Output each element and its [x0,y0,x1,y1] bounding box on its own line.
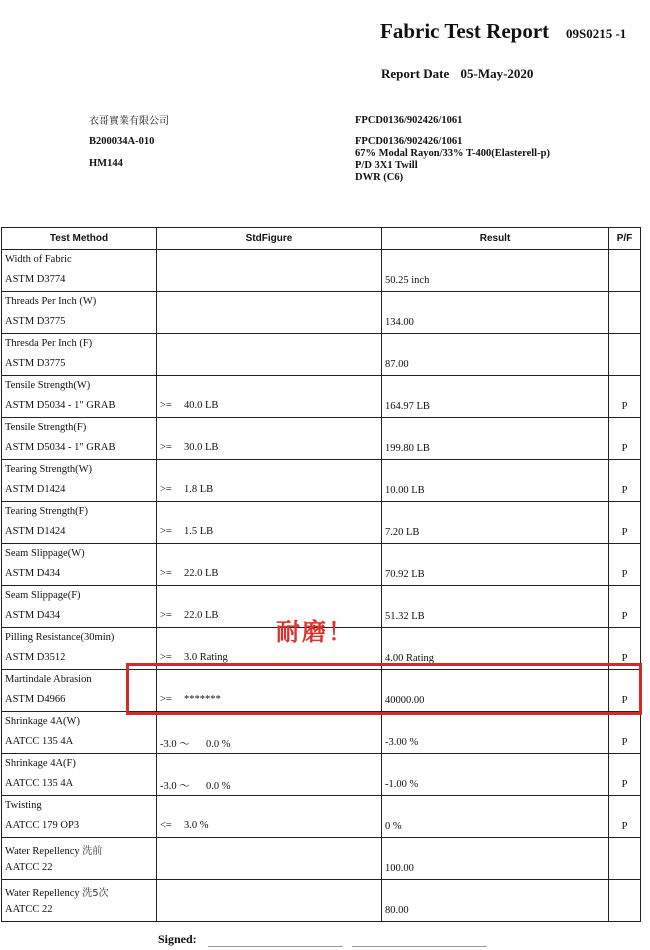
std-value: 22.0 LB [184,610,219,621]
result-cell [382,544,609,586]
result-value: 134.00 [385,317,414,328]
std-figure-cell [157,334,382,376]
result-value: 50.25 inch [385,275,430,286]
test-method-cell [2,418,157,460]
std-figure [160,358,184,369]
test-method-cell [2,544,157,586]
std-figure [160,820,209,831]
table-header-row [2,228,641,250]
std-operator: -3.0 ～ [160,781,190,792]
std-figure-cell [157,418,382,460]
test-ref-value: HM144 [89,158,123,169]
report-title: Fabric Test Report [380,19,550,43]
pf-cell [609,796,641,838]
table-row [2,460,641,502]
header-std-figure: StdFigure [157,228,382,250]
result-cell [382,880,609,922]
test-standard: ASTM D3774 [5,274,66,285]
test-name [5,632,114,643]
std-operator: <= [160,820,172,831]
result-value: 7.20 LB [385,527,420,538]
test-name [5,338,92,349]
test-name [5,758,76,769]
std-figure [160,400,218,411]
test-method-cell [2,502,157,544]
test-name-text: Threads Per Inch (W) [5,296,97,307]
std-figure [160,652,228,663]
test-name-text: Water Repellency [5,846,80,857]
test-name-text: Pilling Resistance(30min) [5,632,115,643]
test-name [5,380,90,391]
std-figure-cell [157,250,382,292]
std-value: 40.0 LB [184,400,219,411]
result-cell [382,250,609,292]
table-row [2,376,641,418]
table-row [2,502,641,544]
test-name-text: Shrinkage 4A(W) [5,716,80,727]
std-figure-cell [157,838,382,880]
pf-cell [609,880,641,922]
test-method-cell [2,292,157,334]
std-operator: >= [160,442,172,453]
test-method-cell [2,376,157,418]
test-method-cell [2,712,157,754]
test-name [5,464,92,475]
pf-cell [609,502,641,544]
header-result: Result [382,228,609,250]
description-line: FPCD0136/902426/1061 [355,136,463,147]
pf-value: P [621,737,628,748]
order-value: B200034A-010 [89,136,155,147]
std-figure [160,442,218,453]
pf-value: P [621,695,628,706]
test-name-text: Tensile Strength(W) [5,380,91,391]
result-cell [382,460,609,502]
test-name-note: 洗前 [82,846,103,857]
result-value: 4.00 Rating [385,653,434,664]
result-value: 87.00 [385,359,409,370]
signed-label: Signed: [158,932,197,946]
result-cell [382,334,609,376]
std-value: 1.5 LB [184,526,214,537]
report-date-label: Report Date [381,66,450,81]
result-value: 10.00 LB [385,485,425,496]
result-value: 164.97 LB [385,401,430,412]
test-name-text: Thresda Per Inch (F) [5,338,93,349]
test-name [5,716,80,727]
test-name-note: 洗5次 [82,888,109,899]
result-value: 51.32 LB [385,611,425,622]
result-value: 70.92 LB [385,569,425,580]
test-name [5,800,42,811]
report-code: 09S0215 -1 [566,26,627,41]
test-standard: ASTM D3775 [5,358,66,369]
pf-cell [609,586,641,628]
std-figure-cell [157,460,382,502]
result-cell [382,376,609,418]
signature-line [352,946,487,947]
test-standard: ASTM D3512 [5,652,66,663]
std-figure-cell [157,880,382,922]
result-value: 100.00 [385,863,414,874]
result-cell [382,418,609,460]
test-name [5,884,109,899]
std-figure-cell [157,544,382,586]
table-row [2,250,641,292]
result-cell [382,754,609,796]
std-value: 30.0 LB [184,442,219,453]
test-results-table [1,227,641,922]
test-standard: ASTM D1424 [5,484,66,495]
pf-value: P [621,401,628,412]
test-method-cell [2,838,157,880]
pf-cell [609,754,641,796]
test-name-text: Width of Fabric [5,254,72,265]
test-method-cell [2,334,157,376]
table-row [2,796,641,838]
result-value: -3.00 % [385,737,419,748]
pf-value: P [621,653,628,664]
std-figure-cell [157,712,382,754]
result-value: 199.80 LB [385,443,430,454]
table-row [2,880,641,922]
test-standard: ASTM D3775 [5,316,66,327]
pf-cell [609,250,641,292]
test-name [5,506,88,517]
test-name [5,842,102,857]
std-figure [160,316,184,327]
test-standard: ASTM D4966 [5,694,66,705]
pf-value: P [621,443,628,454]
test-name-text: Tearing Strength(W) [5,464,93,475]
description-line: 67% Modal Rayon/33% T-400(Elasterell-p) [355,148,550,159]
table-row [2,544,641,586]
test-name-text: Martindale Abrasion [5,674,92,685]
signature-line [208,946,343,947]
table-row [2,712,641,754]
description-line: DWR (C6) [355,172,404,183]
std-operator: >= [160,568,172,579]
table-row [2,418,641,460]
result-value: 80.00 [385,905,409,916]
test-name [5,254,72,265]
test-method-cell [2,250,157,292]
result-value: 40000.00 [385,695,425,706]
test-name [5,548,85,559]
result-cell [382,712,609,754]
test-name-text: Seam Slippage(W) [5,548,85,559]
pf-cell [609,838,641,880]
result-cell [382,502,609,544]
std-figure [160,862,184,873]
std-figure-cell [157,502,382,544]
report-date-value: 05-May-2020 [460,66,534,81]
pf-cell [609,418,641,460]
test-standard: ASTM D5034 - 1" GRAB [5,442,116,453]
test-name-text: Tensile Strength(F) [5,422,87,433]
std-figure [160,778,231,793]
test-standard: ASTM D434 [5,568,61,579]
pf-cell [609,292,641,334]
test-method-cell [2,460,157,502]
test-standard: AATCC 135 4A [5,778,74,789]
description-line: P/D 3X1 Twill [355,160,418,171]
test-name-text: Tearing Strength(F) [5,506,88,517]
std-value: 0.0 % [206,781,231,792]
std-figure-cell [157,292,382,334]
test-name [5,590,81,601]
pf-cell [609,712,641,754]
result-cell [382,796,609,838]
test-name [5,674,92,685]
test-name [5,296,96,307]
std-operator: >= [160,484,172,495]
result-cell [382,586,609,628]
pf-value: P [621,611,628,622]
annotation-highlight-box [126,663,642,715]
std-operator: >= [160,610,172,621]
std-figure [160,904,184,915]
std-operator: -3.0 ～ [160,739,190,750]
std-operator: >= [160,526,172,537]
table-row [2,754,641,796]
test-standard: AATCC 22 [5,904,53,915]
result-value: -1.00 % [385,779,419,790]
test-method-cell [2,880,157,922]
std-figure [160,526,213,537]
table-row [2,838,641,880]
test-name-text: Water Repellency [5,888,80,899]
test-name [5,422,86,433]
pf-value: P [621,569,628,580]
std-figure-cell [157,754,382,796]
table-row [2,292,641,334]
std-figure [160,274,184,285]
result-cell [382,292,609,334]
test-standard: AATCC 135 4A [5,736,74,747]
std-operator: >= [160,694,172,705]
report-date [381,66,533,82]
std-figure [160,568,218,579]
test-method-cell [2,754,157,796]
std-operator: >= [160,652,172,663]
test-standard: ASTM D434 [5,610,61,621]
test-standard: AATCC 22 [5,862,53,873]
std-figure [160,736,231,751]
test-standard: AATCC 179 OP3 [5,820,80,831]
std-value: ******* [184,694,221,705]
test-standard: ASTM D5034 - 1" GRAB [5,400,116,411]
std-figure-cell [157,376,382,418]
result-value: 0 % [385,821,402,832]
std-value: 3.0 Rating [184,652,228,663]
std-value: 1.8 LB [184,484,214,495]
result-cell [382,838,609,880]
test-method-cell [2,796,157,838]
pf-value: P [621,779,628,790]
annotation-text: 耐磨！ [276,618,354,646]
pf-cell [609,544,641,586]
test-standard: ASTM D1424 [5,526,66,537]
std-value: 0.0 % [206,739,231,750]
pf-value: P [621,821,628,832]
std-figure [160,484,213,495]
std-figure [160,610,218,621]
table-row [2,334,641,376]
test-name-text: Shrinkage 4A(F) [5,758,76,769]
product-value: FPCD0136/902426/1061 [355,115,463,126]
pf-value: P [621,485,628,496]
test-name-text: Seam Slippage(F) [5,590,81,601]
customer-value: 衣哥實業有限公司 [89,116,169,127]
pf-value: P [621,527,628,538]
std-value: 3.0 % [184,820,209,831]
header-test-method: Test Method [2,228,157,250]
std-figure-cell [157,796,382,838]
pf-cell [609,334,641,376]
std-operator: >= [160,400,172,411]
test-name-text: Twisting [5,800,42,811]
test-method-cell [2,586,157,628]
pf-cell [609,376,641,418]
header-pf: P/F [609,228,641,250]
std-value: 22.0 LB [184,568,219,579]
pf-cell [609,460,641,502]
